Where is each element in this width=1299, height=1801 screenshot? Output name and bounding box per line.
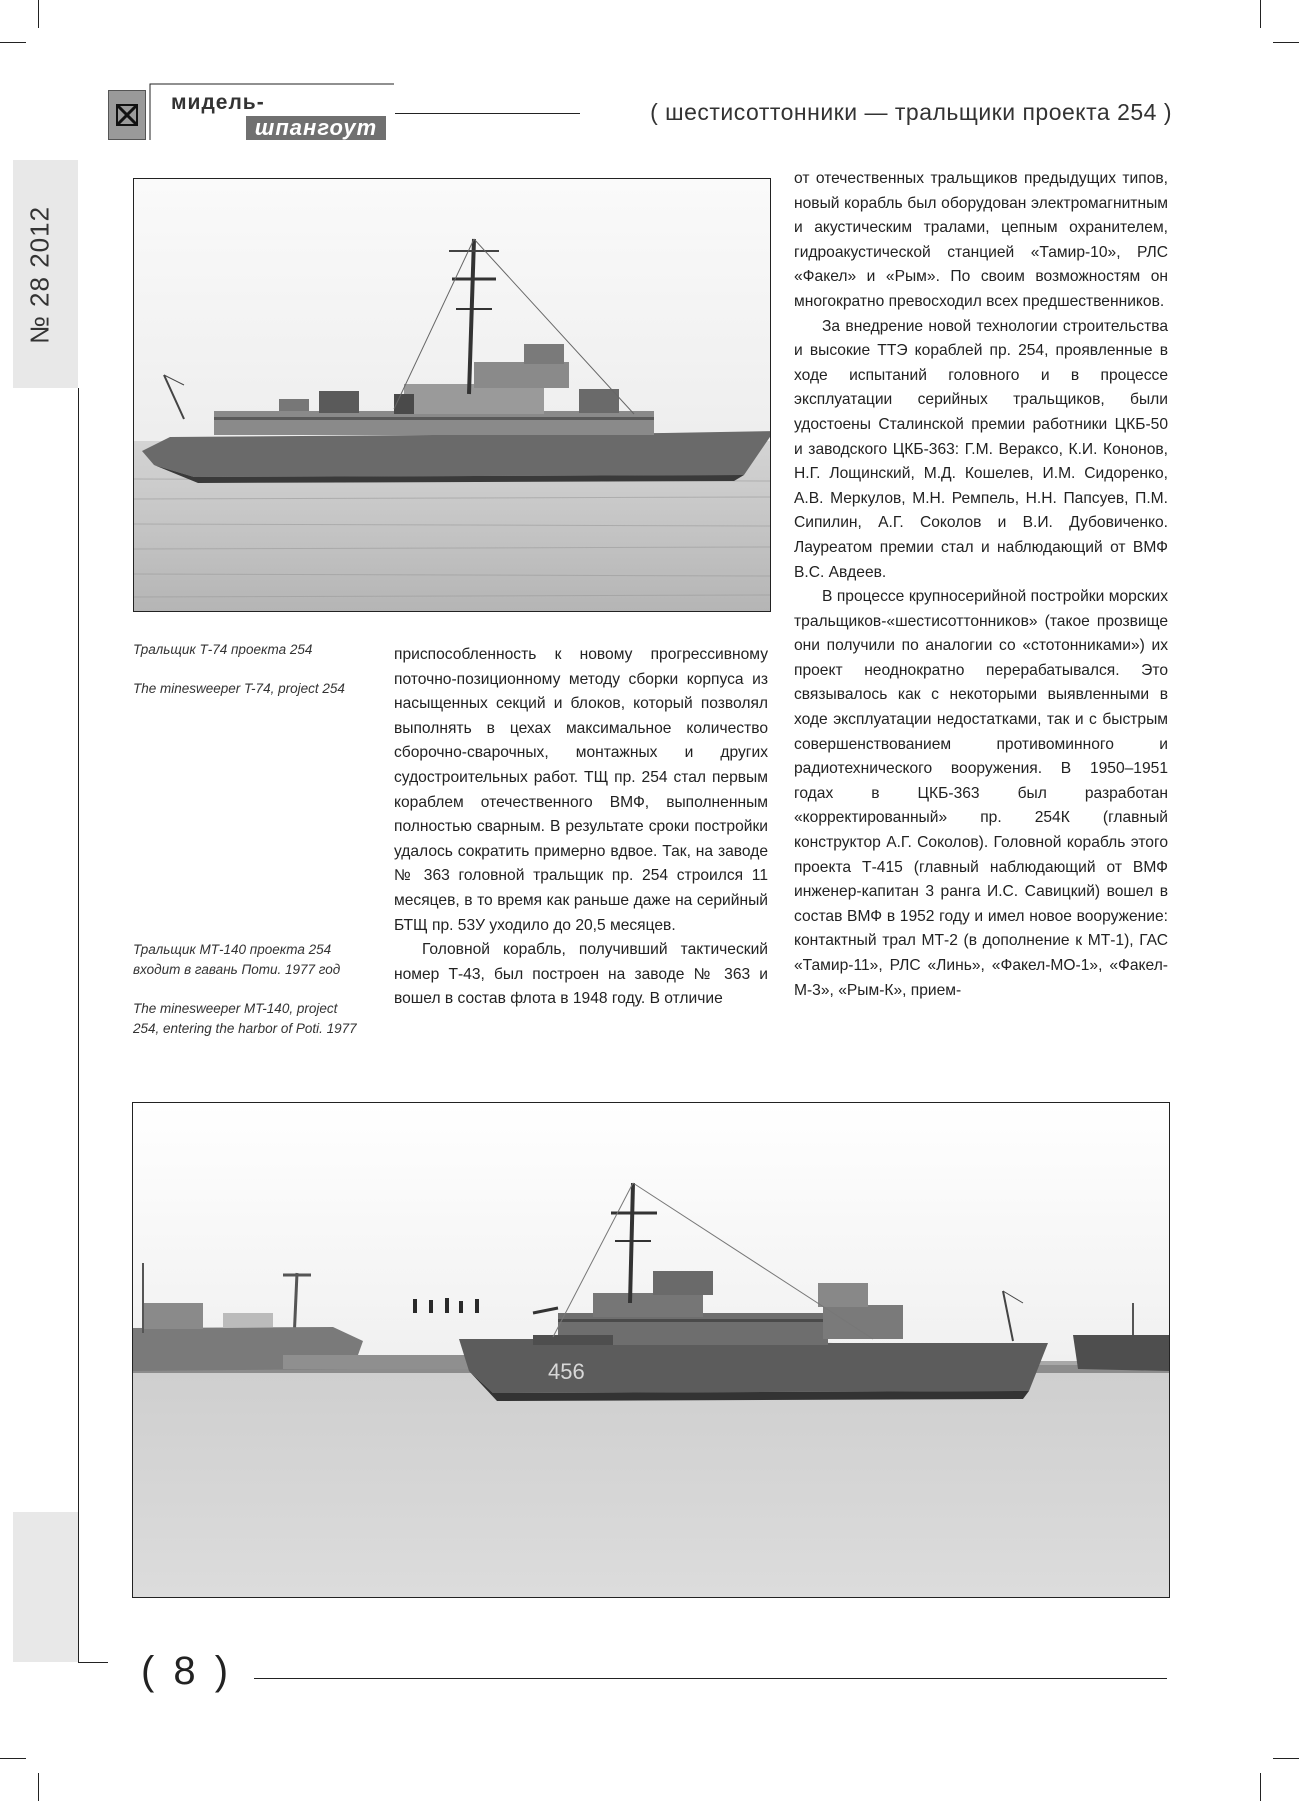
caption-photo2-ru: Тральщик МТ-140 проекта 254 входит в гавань Поти. 1977 год xyxy=(133,942,341,977)
crop-mark xyxy=(38,1773,39,1801)
crop-mark xyxy=(1260,1773,1261,1801)
crop-mark xyxy=(1260,0,1261,28)
paragraph: приспособленность к новому прогрессивному поточно-позиционному методу сборки корпуса из насыщенных секций и блоков, который позволял выполнять в цехах максимальное количество сборочно-сварочных, монтажных и других судостроительных работ. ТЩ пр. 254 стал первым кораблем отечественного ВМФ, выполненным полностью сварным. В результате сроки постройки удалось сократить примерно вдвое. Так, на заводе № 363 головной тральщик пр. 254 строился 11 месяцев, в то время как раньше даже на серийный БТЩ пр. 53У уходило до 20,5 месяцев. xyxy=(394,646,768,934)
logo-badge xyxy=(108,90,146,140)
crop-mark xyxy=(0,42,26,43)
side-tab-bottom xyxy=(13,1512,78,1662)
text-column-right xyxy=(794,167,1168,1003)
crop-mark xyxy=(1273,42,1299,43)
crossed-anchor-icon xyxy=(115,103,139,127)
logo-line-1: мидель- xyxy=(168,92,268,114)
hull-number: 456 xyxy=(548,1359,585,1384)
paragraph: от отечественных тральщиков предыдущих типов, новый корабль был оборудован электромагнитным и акустическим тралами, цепным охранителем, гидроакустической станцией «Тамир-10», РЛС «Факел» и «Рым». По своим возможностям он многократно превосходил всех предшественников. xyxy=(794,170,1168,310)
photo-minesweeper-mt140 xyxy=(132,1102,1170,1598)
page-number: ( 8 ) xyxy=(141,1649,233,1693)
header-rule xyxy=(395,113,580,114)
running-title: ( шестисоттонники — тральщики проекта 254 ) xyxy=(650,99,1172,125)
logo-line-2: шпангоут xyxy=(246,116,386,140)
paragraph: В процессе крупносерийной постройки морских тральщиков-«шестисоттонников» (такое прозвище они получили по аналогии со «стотонниками») их проект неоднократно перерабатывался. Это связывалось как с некоторыми выявленными в ходе эксплуатации недостатками, так и с быстрым совершенствованием противоминного и радиотехнического вооружения. В 1950–1951 годах в ЦКБ-363 был разработан «корректированный» пр. 254К (главный конструктор А.Г. Соколов). Головной корабль этого проекта Т-415 (главный наблюдающий от ВМФ инженер-капитан 3 ранга И.С. Савицкий) вошел в состав ВМФ в 1952 году и имел новое вооружение: контактный трал МТ-2 (в дополнение к МТ-1), ГАС «Тамир-11», РЛС «Линь», «Факел-МО-1», «Факел-М-3», «Рым-К», прием- xyxy=(794,588,1168,999)
caption-photo1-en: The minesweeper T-74, project 254 xyxy=(133,681,345,696)
text-column-middle xyxy=(394,643,768,1012)
crop-mark xyxy=(0,1758,26,1759)
paragraph: За внедрение новой технологии строительства и высокие ТТЭ кораблей пр. 254, проявленные в ходе испытаний головного и в процессе эксплуатации серийных тральщиков, были удостоены Сталинской премии работники ЦКБ-50 и заводского ЦКБ-363: Г.М. Вераксо, К.И. Кононов, Н.Г. Лощинский, М.Д. Кошелев, И.М. Сидоренко, А.В. Меркулов, М.Н. Ремпель, Н.Н. Папсуев, П.М. Сипилин, А.Г. Соколов и В.И. Дубовиченко. Лауреатом премии стал и наблюдающий от ВМФ В.С. Авдеев. xyxy=(794,317,1168,581)
paragraph: Головной корабль, получивший тактический номер Т-43, был построен на заводе № 363 и вошел в состав флота в 1948 году. В отличие xyxy=(394,941,768,1008)
footer-corner-rule xyxy=(78,1662,108,1663)
crop-mark xyxy=(38,0,39,28)
footer-rule xyxy=(254,1678,1167,1679)
photo-minesweeper-t74 xyxy=(133,178,771,612)
caption-photo2-en: The minesweeper MT-140, project 254, entering the harbor of Poti. 1977 xyxy=(133,1001,357,1036)
issue-number: № 28 2012 xyxy=(24,205,55,345)
caption-photo1-ru: Тральщик Т-74 проекта 254 xyxy=(133,642,313,657)
crop-mark xyxy=(1273,1758,1299,1759)
side-rule xyxy=(78,388,79,1663)
